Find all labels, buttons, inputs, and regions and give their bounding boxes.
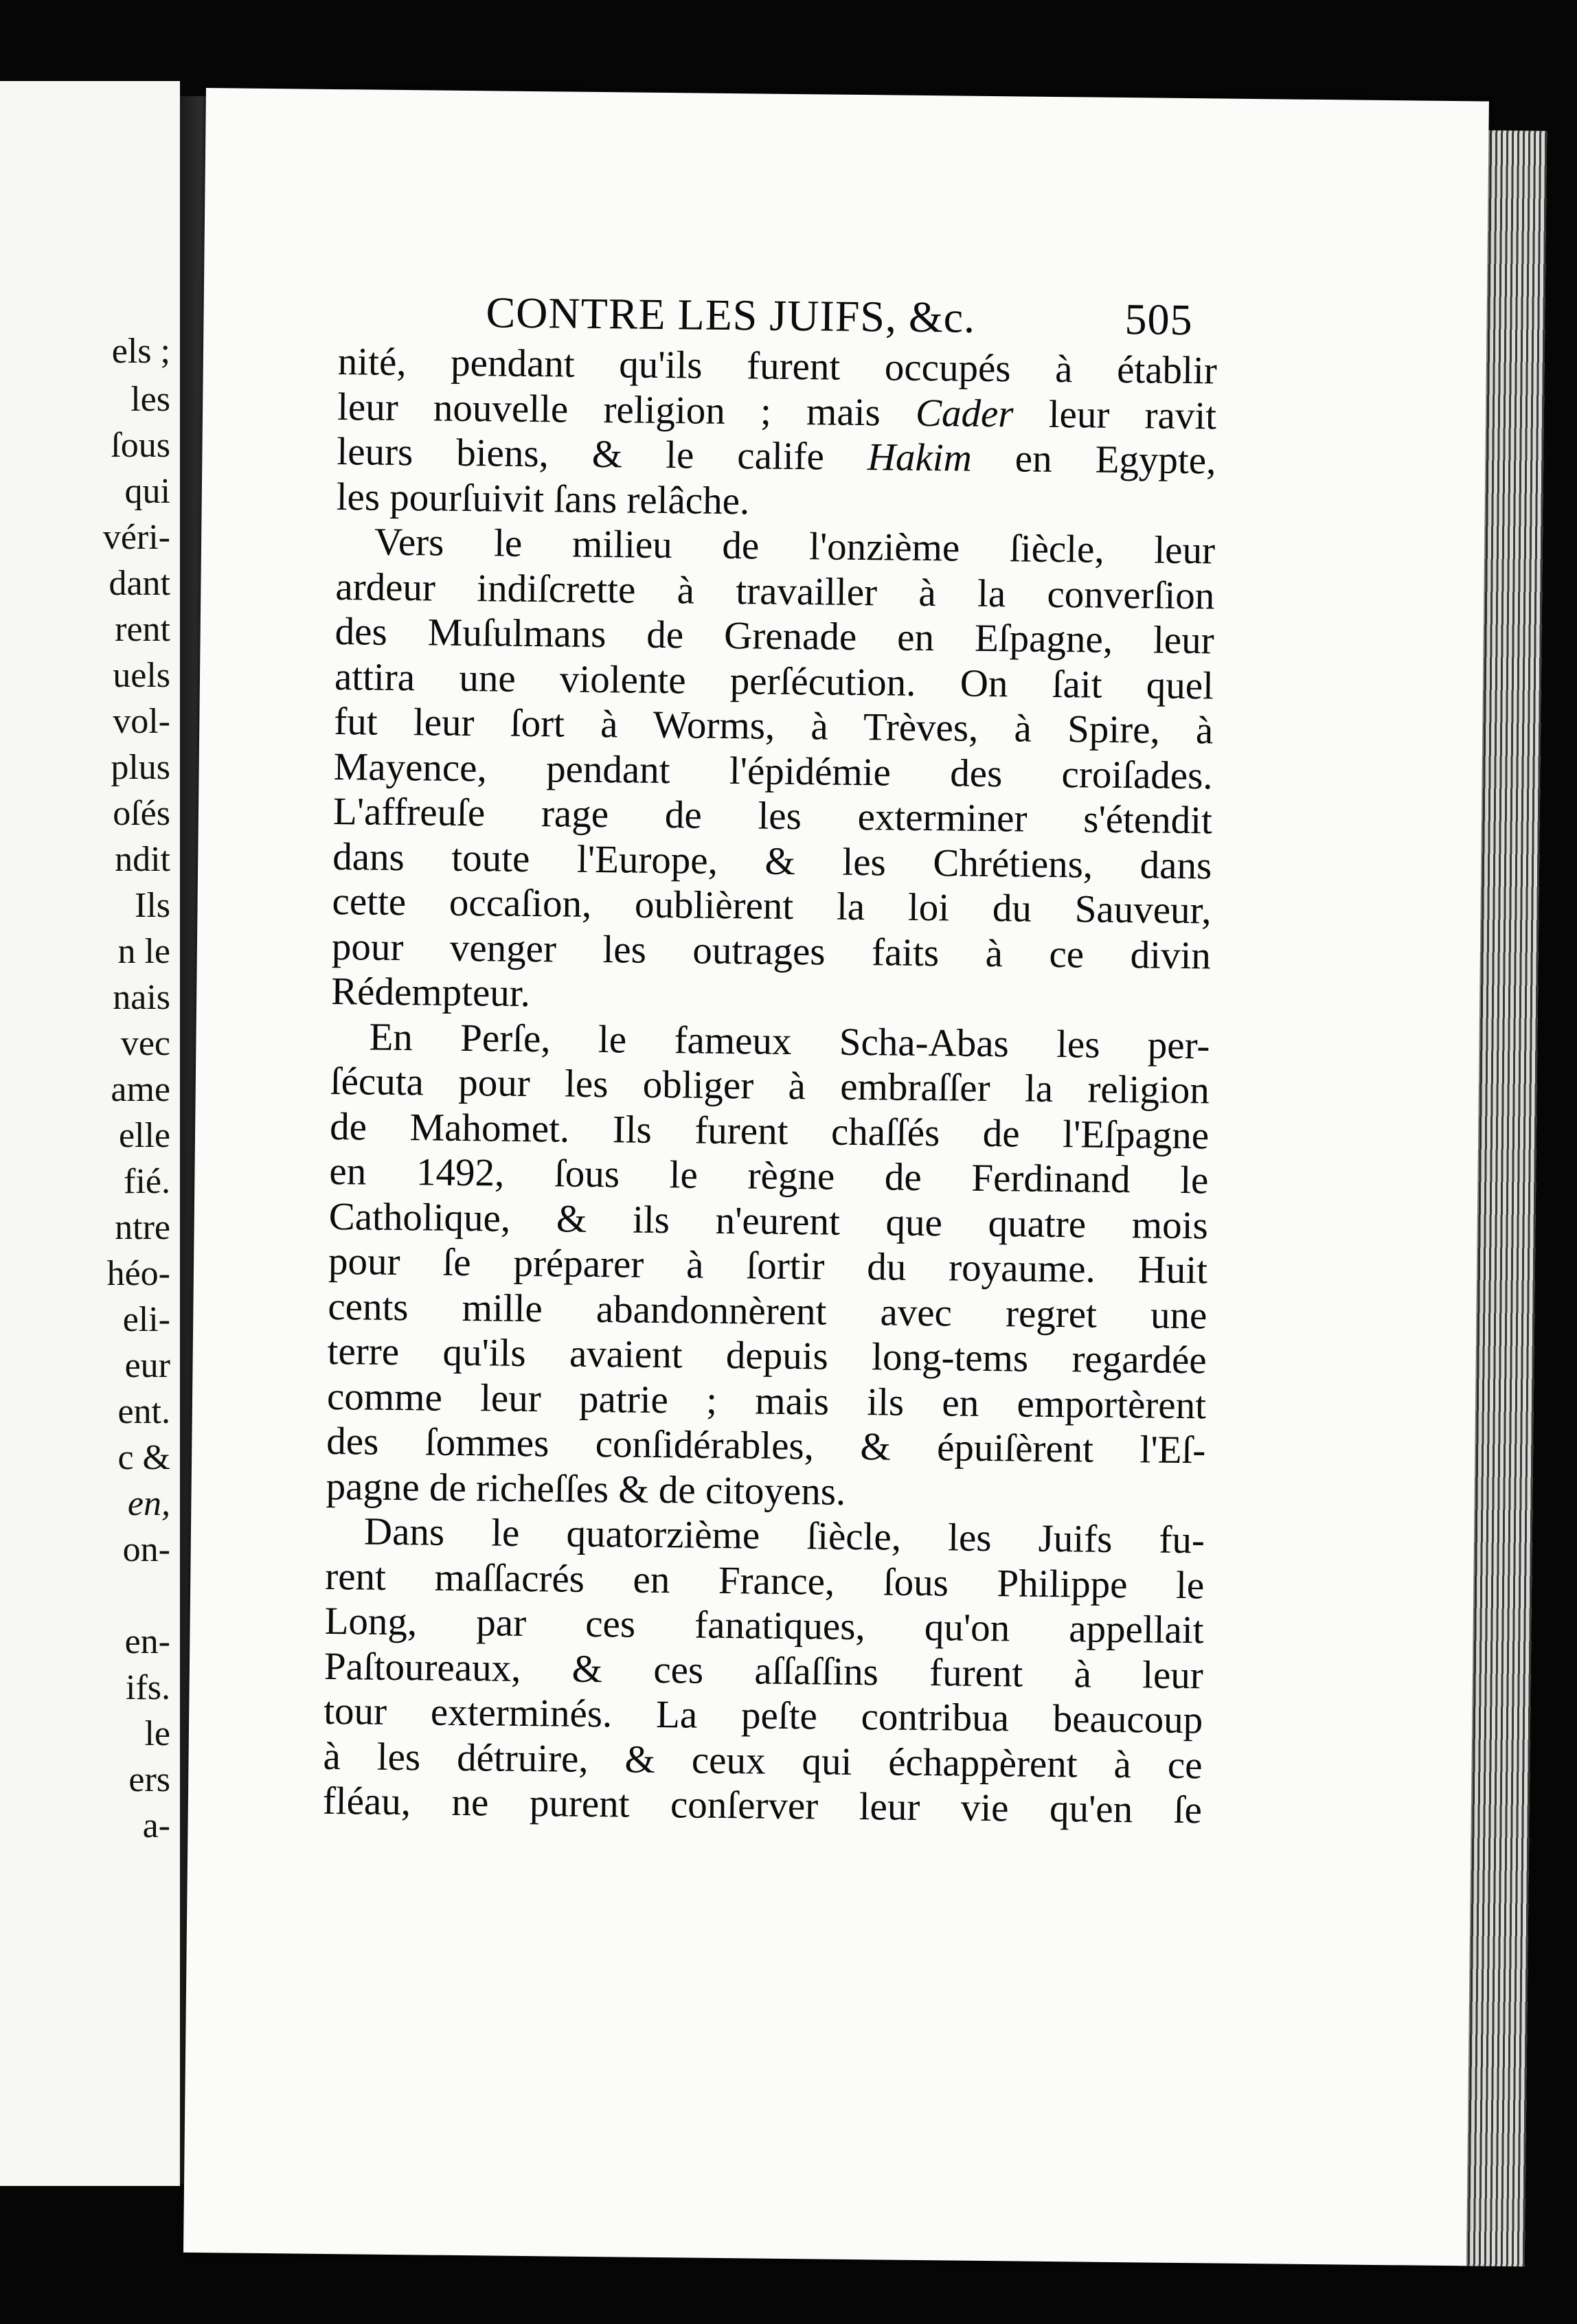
text-line: Rédempteur. [330, 969, 531, 1016]
italic-name: Cader [915, 391, 1014, 435]
running-head [338, 280, 1218, 348]
left-page-line: elle [118, 1116, 170, 1155]
text-line: Dans le quatorzième ſiècle, les Juifs fu- [363, 1510, 1205, 1562]
text-line: fut leur ſort à Worms, à Trèves, à Spire, à [334, 700, 1214, 753]
left-page-line: eur [124, 1346, 170, 1385]
text-line: leurs biens, & le calife Hakim en Egypte, [337, 430, 1216, 483]
text-line: Paſtoureaux, & ces aſſaſſins furent à leur [324, 1644, 1204, 1697]
text-line: des ſommes conſidérables, & épuiſèrent l'Eſ- [326, 1419, 1206, 1472]
text-line: En Perſe, le fameux Scha-Abas les per- [369, 1015, 1210, 1067]
left-page-line: qui [124, 472, 170, 511]
text-line: dans toute l'Europe, & les Chrétiens, dans [332, 834, 1212, 887]
left-page-line: plus [111, 748, 170, 787]
text-line: ardeur indiſcrette à travailler à la converſion [335, 565, 1215, 617]
text-line: leur nouvelle religion ; mais Cader leur ravit [337, 385, 1217, 437]
left-page-line: dant [109, 564, 170, 603]
italic-name: Hakim [867, 435, 973, 480]
book-page [183, 88, 1489, 2266]
text-line: pour ſe préparer à ſortir du royaume. Huit [328, 1239, 1208, 1292]
text-line: fléau, ne purent conſerver leur vie qu'en ſe [322, 1779, 1203, 1832]
left-page-line: en- [124, 1622, 170, 1661]
left-page-line: Ils [135, 886, 170, 925]
text-line: cents mille abandonnèrent avec regret une [328, 1284, 1207, 1337]
text-line: en 1492, ſous le règne de Ferdinand le [329, 1149, 1209, 1203]
left-page-line: ifs. [126, 1668, 170, 1707]
text-line: comme leur patrie ; mais ils en emportèrent [326, 1374, 1207, 1427]
text-line: des Muſulmans de Grenade en Eſpagne, leur [334, 610, 1214, 663]
left-page-line: oſés [113, 794, 170, 833]
left-page-line: eli- [122, 1300, 170, 1339]
left-page-line: ndit [115, 840, 170, 879]
text-line: rent maſſacrés en France, ſous Philippe le [324, 1554, 1205, 1607]
left-page-line: a- [142, 1806, 170, 1845]
running-title: CONTRE LES JUIFS, &c. [486, 288, 976, 342]
left-page-line: rent [115, 610, 170, 649]
text-line: Long, par ces fanatiques, qu'on appellait [324, 1599, 1204, 1652]
left-page-line: vec [120, 1024, 170, 1063]
left-page-line: vol- [113, 702, 170, 741]
left-page-line: fié. [124, 1162, 170, 1201]
text-line: tour exterminés. La peſte contribua beaucoup [323, 1689, 1203, 1742]
previous-page-fragment [0, 81, 180, 2186]
left-page-line: héo- [106, 1254, 170, 1293]
left-page-line: uels [113, 656, 170, 695]
left-page-line: ers [128, 1760, 170, 1799]
text-line: attira une violente perſécution. On ſait quel [334, 654, 1214, 707]
text-line: les pourſuivit ſans relâche. [336, 475, 750, 523]
text-line: pour venger les outrages faits à ce divin [331, 924, 1212, 977]
text-line: pagne de richeſſes & de citoyens. [326, 1464, 846, 1514]
text-line: à les détruire, & ceux qui échappèrent à ce [323, 1734, 1203, 1787]
left-page-line: véri- [102, 518, 170, 557]
text-line: Mayence, pendant l'épidémie des croiſades. [333, 744, 1213, 797]
left-page-line: le [144, 1714, 170, 1753]
text-line: L'affreuſe rage de les exterminer s'étendit [332, 789, 1213, 843]
page-text-block [323, 280, 1218, 1833]
text-line: nité, pendant qu'ils furent occupés à établir [337, 340, 1218, 393]
text-line: cette occaſion, oublièrent la loi du Sauveur, [332, 879, 1212, 933]
left-page-line: n le [117, 932, 170, 971]
text-line: de Mahomet. Ils furent chaſſés de l'Eſpagne [329, 1104, 1210, 1157]
text-line: terre qu'ils avaient depuis long-tems regardée [327, 1329, 1207, 1382]
page-number: 505 [1124, 295, 1193, 345]
left-page-line: ame [111, 1070, 170, 1109]
left-page-line: ent. [117, 1392, 170, 1431]
text-line: ſécuta pour les obliger à embraſſer la religion [330, 1059, 1210, 1113]
left-page-line: c & [117, 1438, 170, 1477]
left-page-line: nais [113, 978, 170, 1017]
left-page-line: on- [122, 1530, 170, 1569]
left-page-line: els ; [111, 332, 170, 371]
left-page-line: les [131, 380, 170, 419]
text-line: Catholique, & ils n'eurent que quatre mois [328, 1194, 1209, 1247]
left-page-line: ſous [111, 426, 170, 465]
text-line: Vers le milieu de l'onzième ſiècle, leur [374, 520, 1216, 573]
left-page-line: en, [127, 1484, 170, 1523]
left-page-line: ntre [115, 1208, 170, 1247]
